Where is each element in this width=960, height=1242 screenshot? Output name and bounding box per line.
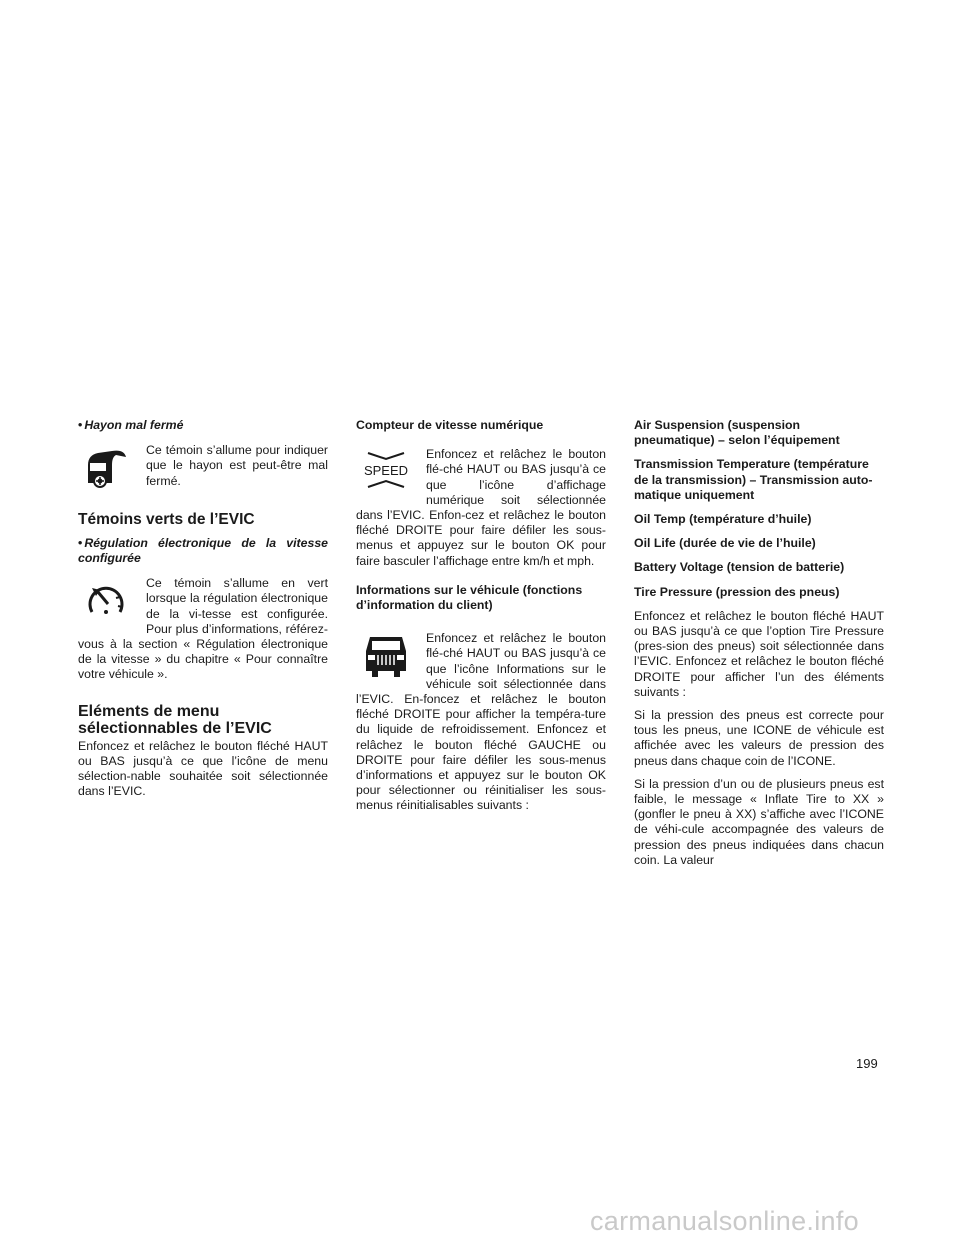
menu-item-transmission-temp: Transmission Temperature (température de la transmission) – Transmission auto-matique uniquement <box>634 457 873 502</box>
bullet-cruise <box>78 536 328 566</box>
menu-heading: Eléments de menu sélectionnables de l’EVIC <box>78 702 272 737</box>
bullet-dot: • <box>78 535 83 550</box>
left-column <box>78 418 328 807</box>
tire-pressure-para-2: Si la pression des pneus est correcte pour tous les pneus, une ICONE de véhicule est affichée avec les valeurs de pression des pneus dans chaque coin de l’ICONE. <box>634 708 884 768</box>
liftgate-ajar-icon <box>82 443 130 491</box>
digital-speed-icon <box>360 447 412 495</box>
page-number: 199 <box>856 1056 878 1071</box>
vehicle-info-icon <box>360 631 412 679</box>
menu-item-tire-pressure: Tire Pressure (pression des pneus) <box>634 584 840 599</box>
bullet-hayon-label: Hayon mal fermé <box>84 418 184 432</box>
menu-item-oil-life: Oil Life (durée de vie de l’huile) <box>634 536 816 551</box>
menu-item-oil-temp: Oil Temp (température d’huile) <box>634 512 812 527</box>
tire-pressure-para-1: Enfoncez et relâchez le bouton fléché HAUT ou BAS jusqu’à ce que l’option Tire Pressure (pres-sion des pneus) soit sélectionnée dans l’EVIC. Enfoncez et relâchez le bouton fléché DROITE pour afficher l’un des éléments suivants : <box>634 608 884 699</box>
speed-icon-label: SPEED <box>363 463 409 479</box>
cruise-text: Ce témoin s’allume en vert lorsque la régulation électronique de la vi-tesse est configurée. Pour plus d’informations, référez-vous à la section « Régulation électronique de la vitesse » du chapitre « Pour connaître votre véhicule ». <box>78 576 328 682</box>
middle-column <box>356 418 606 822</box>
right-column <box>634 418 884 876</box>
tire-pressure-para-3: Si la pression d’un ou de plusieurs pneus est faible, le message « Inflate Tire to XX » (gonfler le pneu à XX) s’affiche avec l’ICONE de véhi-cule accompagnée des valeurs de pression des pneus indiquées dans chacun coin. La valeur <box>634 776 884 867</box>
speed-text: Enfoncez et relâchez le bouton flé-ché HAUT ou BAS jusqu’à ce que l’icône d’affichage numérique soit sélectionnée dans l’EVIC. Enfon-cez et relâchez le bouton fléché DROITE pour faire défiler les sous-menus et appuyez sur le bouton OK pour faire basculer l’affichage entre km/h et mph. <box>356 447 606 568</box>
cruise-control-icon <box>82 576 130 624</box>
menu-item-battery-voltage: Battery Voltage (tension de batterie) <box>634 560 845 575</box>
speed-heading: Compteur de vitesse numérique <box>356 418 544 432</box>
bullet-cruise-label: Régulation électronique de la vitesse configurée <box>78 535 328 566</box>
speed-block <box>356 447 606 577</box>
vehicle-info-heading: Informations sur le véhicule (fonctions d’information du client) <box>356 582 583 613</box>
vehicle-info-text: Enfoncez et relâchez le bouton flé-ché HAUT ou BAS jusqu’à ce que l’icône Informations sur le véhicule soit sélectionnée dans l’EVIC. En-foncez et relâchez le bouton fléché DROITE pour afficher la tempéra-ture du liquide de refroidissement. Enfoncez et relâchez le bouton fléché GAUCHE ou DROITE pour faire défiler les sous-menus d’informations et appuyez sur le bouton OK pour sélectionner ou réinitialiser les sous-menus réinitialisables suivants : <box>356 631 606 813</box>
bullet-hayon <box>78 418 328 433</box>
green-indicators-heading: Témoins verts de l’EVIC <box>78 510 255 528</box>
watermark: carmanualsonline.info <box>590 1206 859 1236</box>
menu-text: Enfoncez et relâchez le bouton fléché HAUT ou BAS jusqu’à ce que l’icône de menu sélection-nable souhaitée soit sélectionnée dans l’EVIC. <box>78 738 328 799</box>
cruise-block <box>78 576 328 690</box>
vehicle-block <box>356 631 606 821</box>
menu-item-air-suspension: Air Suspension (suspension pneumatique) – selon l’équipement <box>634 418 840 448</box>
hayon-block <box>78 443 328 497</box>
bullet-dot: • <box>78 418 83 432</box>
hayon-text: Ce témoin s’allume pour indiquer que le hayon est peut-être mal fermé. <box>146 443 328 488</box>
